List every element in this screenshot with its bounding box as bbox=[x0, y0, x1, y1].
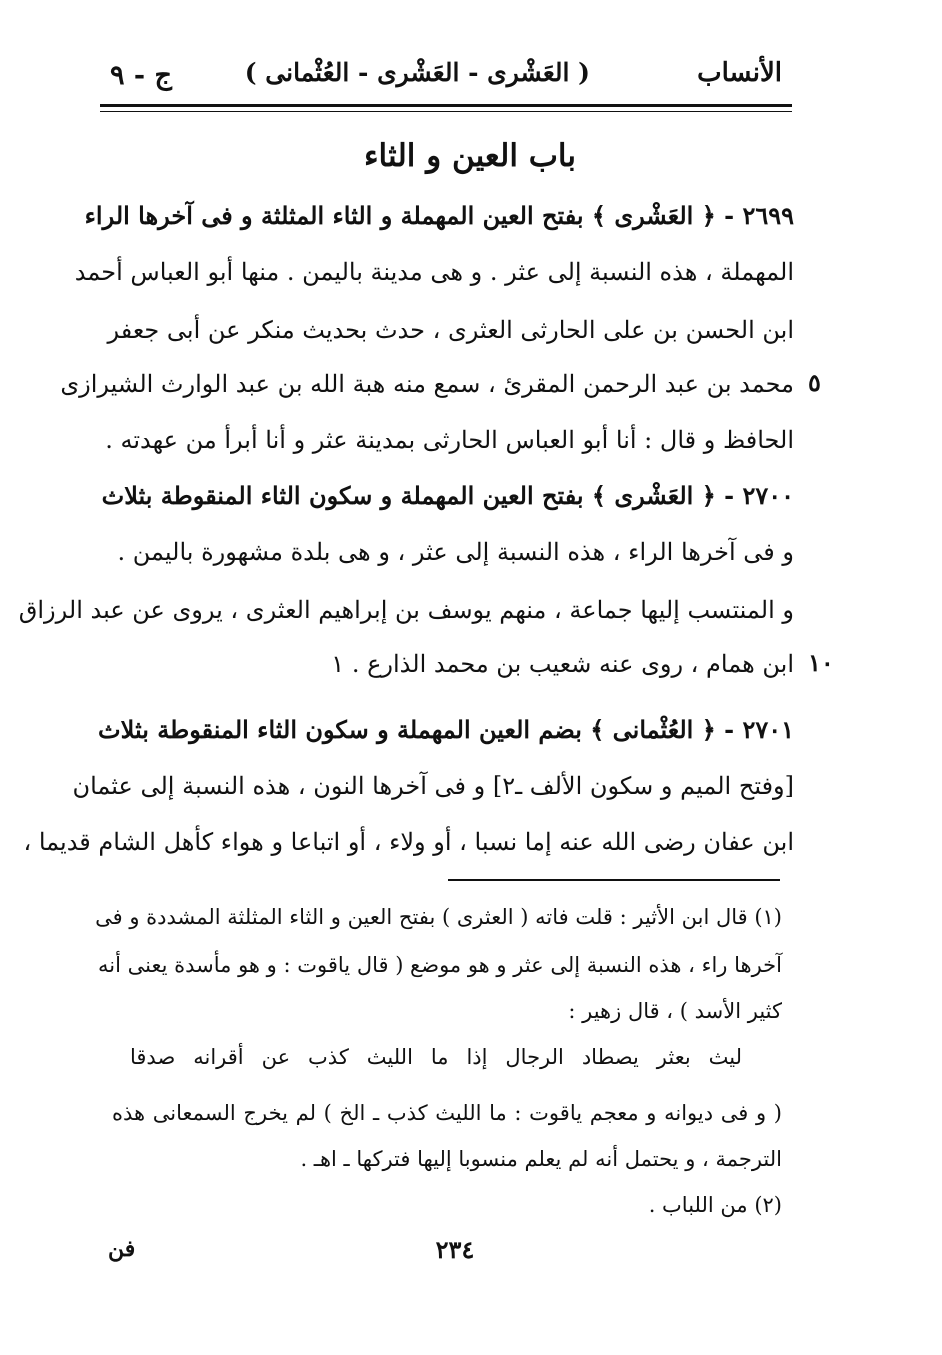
volume-label: ج - ٩ bbox=[110, 60, 172, 91]
line-number-marker: ٥ bbox=[808, 368, 821, 397]
line-number-marker: ١٠ bbox=[808, 648, 834, 677]
body-line: ابن الحسن بن على الحارثى العثرى ، حدث بحديث منكر عن أبى جعفر bbox=[107, 316, 794, 344]
header-rule-thin bbox=[100, 111, 792, 112]
footnote-separator bbox=[448, 879, 780, 881]
page-number: ٢٣٤ bbox=[435, 1235, 475, 1264]
footnote-line: كثير الأسد ) ، قال زهير : bbox=[568, 999, 782, 1023]
footnote-line: (١) قال ابن الأثير : قلت فاته ( العثرى ) بفتح العين و الثاء المثلثة المشددة و فى bbox=[95, 905, 782, 929]
body-line: و فى آخرها الراء ، هذه النسبة إلى عثر ، و هى بلدة مشهورة باليمن . bbox=[117, 538, 794, 566]
header-rule bbox=[100, 104, 792, 107]
footnote-line: (٢) من اللباب . bbox=[648, 1193, 782, 1217]
signature-mark: فن bbox=[108, 1236, 136, 1262]
body-line: ٢٧٠٠ - ﴿ العَشْرى ﴾ بفتح العين المهملة و سكون الثاء المنقوطة بثلاث bbox=[101, 481, 794, 510]
body-line: الحافظ و قال : أنا أبو العباس الحارثى بمدينة عثر و أنا أبرأ من عهدته . bbox=[105, 426, 794, 454]
footnote-line: الترجمة ، و يحتمل أنه لم يعلم منسوبا إليها فتركها ـ اهـ . bbox=[300, 1147, 782, 1171]
book-title: الأنساب bbox=[697, 58, 782, 88]
body-line: [وفتح الميم و سكون الألف ـ٢] و فى آخرها النون ، هذه النسبة إلى عثمان bbox=[72, 772, 794, 800]
body-line: ٢٦٩٩ - ﴿ العَشْرى ﴾ بفتح العين المهملة و الثاء المثلثة و فى آخرها الراء bbox=[84, 201, 794, 230]
footnote-line: ( و فى ديوانه و معجم ياقوت : ما الليث كذب ـ الخ ) لم يخرج السمعانى هذه bbox=[112, 1101, 782, 1125]
footnote-line: آخرها راء ، هذه النسبة إلى عثر و هو موضع ( قال ياقوت : و هو مأسدة يعنى أنه bbox=[98, 953, 782, 977]
body-line: ابن عفان رضى الله عنه إما نسبا ، أو ولاء ، أو اتباعا و هواء كأهل الشام قديما ، bbox=[23, 828, 794, 856]
body-line: و المنتسب إليها جماعة ، منهم يوسف بن إبراهيم العثرى ، يروى عن عبد الرزاق bbox=[18, 596, 794, 624]
body-line: ابن همام ، روى عنه شعيب بن محمد الذارع . ١ bbox=[331, 650, 794, 678]
body-line: المهملة ، هذه النسبة إلى عثر . و هى مدينة باليمن . منها أبو العباس أحمد bbox=[74, 258, 794, 286]
verse-line: ليث بعثر يصطاد الرجال إذا ما الليث كذب عن أقرانه صدقا bbox=[130, 1045, 742, 1069]
body-line: محمد بن عبد الرحمن المقرئ ، سمع منه هبة الله بن عبد الوارث الشيرازى bbox=[60, 370, 794, 398]
body-line: ٢٧٠١ - ﴿ العُثْمانى ﴾ بضم العين المهملة و سكون الثاء المنقوطة بثلاث bbox=[98, 715, 794, 744]
running-title: ( العَشْرى - العَشْرى - العُثْمانى ) bbox=[244, 58, 590, 87]
section-title: باب العين و الثاء bbox=[363, 138, 576, 174]
